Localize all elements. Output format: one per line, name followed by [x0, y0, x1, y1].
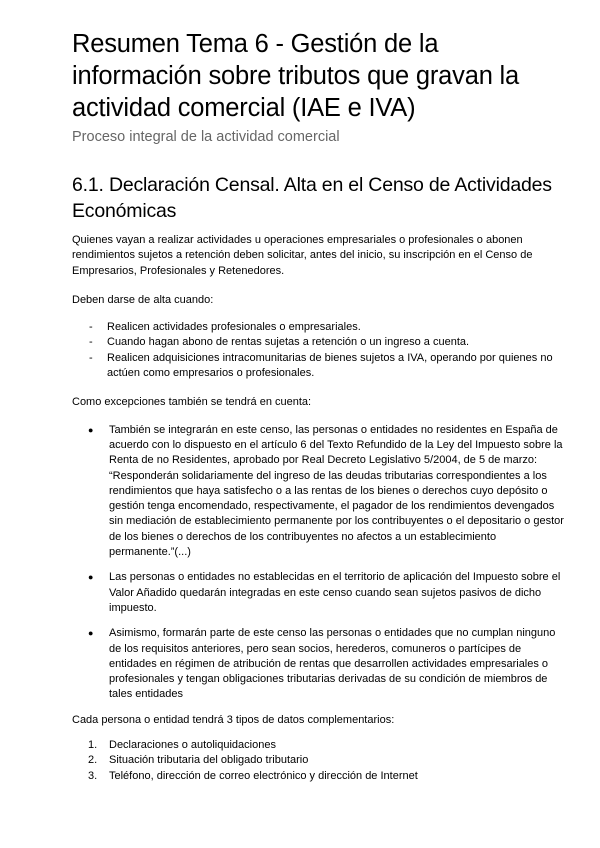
- list-item-text: Realicen actividades profesionales o empresariales.: [107, 321, 361, 334]
- dash-marker: -: [89, 336, 93, 349]
- bullet-icon: ●: [88, 424, 94, 435]
- excepciones-lead-paragraph: Como excepciones también se tendrá en cuenta:: [72, 396, 312, 409]
- document-subtitle: Proceso integral de la actividad comercial: [72, 129, 340, 145]
- list-item: [72, 335, 564, 350]
- list-item: [72, 570, 564, 616]
- list-item: [72, 320, 564, 335]
- alta-list: [72, 320, 564, 381]
- list-item: [72, 753, 564, 768]
- list-item-text: Situación tributaria del obligado tributario: [109, 754, 309, 767]
- list-item-text: Las personas o entidades no establecidas en el territorio de aplicación del Impuesto sobre el Valor Añadido quedarán integradas en este censo cuando sean sujetos pasivos de dicho impuesto.: [109, 571, 561, 614]
- dash-marker: -: [89, 321, 93, 334]
- number-marker: 3.: [88, 769, 98, 782]
- alta-lead-paragraph: Deben darse de alta cuando:: [72, 293, 214, 306]
- list-item-text: También se integrarán en este censo, las personas o entidades no residentes en España de acuerdo con lo dispuesto en el artículo 6 del Texto Refundido de la Ley del Impuesto sobre la Renta de no Residentes, aprobado por Real Decreto Legislativo 5/2004, de 5 de marzo: “Responderán solidariamente del ingreso de las deudas tributarias correspondientes a los rendimientos que haya satisfecho o a las rentas de los bienes o derechos cuyo depósito o gestión tenga encomendado, respectivamente, el pagador de los rendimientos devengados sin mediación de establecimiento permanente por los contribuyentes o el depositario o gestor de los bienes o derechos de los contribuyentes no afectos a un establecimiento permanente.”(...): [109, 423, 564, 559]
- bullet-icon: ●: [88, 628, 94, 639]
- list-item: [72, 738, 564, 753]
- list-item: [72, 626, 564, 702]
- list-item-text: Cuando hagan abono de rentas sujetas a retención o un ingreso a cuenta.: [107, 336, 470, 349]
- list-item-text: Realicen adquisiciones intracomunitarias de bienes sujetos a IVA, operando por quienes no actúen como empresarios o profesionales.: [107, 351, 553, 380]
- list-item: [72, 423, 564, 561]
- document-title: Resumen Tema 6 - Gestión de la información sobre tributos que gravan la actividad comercial (IAE e IVA): [72, 30, 520, 122]
- datos-list: [72, 738, 564, 784]
- list-item-text: Declaraciones o autoliquidaciones: [109, 739, 276, 752]
- number-marker: 1.: [88, 739, 98, 752]
- list-item-text: Teléfono, dirección de correo electrónico y dirección de Internet: [109, 769, 418, 782]
- excepciones-list: [72, 423, 564, 703]
- dash-marker: -: [89, 351, 93, 364]
- bullet-icon: ●: [88, 572, 94, 583]
- list-item-text: Asimismo, formarán parte de este censo las personas o entidades que no cumplan ninguno de los requisitos anteriores, pero sean socios, herederos, comuneros o partícipes de entidades en régimen de atribución de rentas que desarrollen actividades empresariales o profesionales y tengan obligaciones tributarias derivadas de su condición de miembros de tales entidades: [109, 627, 556, 701]
- intro-paragraph: Quienes vayan a realizar actividades u operaciones empresariales o profesionales o abonen rendimientos sujetos a retención deben solicitar, antes del inicio, su inscripción en el Censo de Empresarios, Profesionales y Retenedores.: [72, 234, 533, 277]
- section-heading: 6.1. Declaración Censal. Alta en el Censo de Actividades Económicas: [72, 174, 552, 222]
- list-item: [72, 351, 564, 382]
- list-item: [72, 769, 564, 784]
- datos-lead-paragraph: Cada persona o entidad tendrá 3 tipos de datos complementarios:: [72, 713, 395, 726]
- number-marker: 2.: [88, 754, 98, 767]
